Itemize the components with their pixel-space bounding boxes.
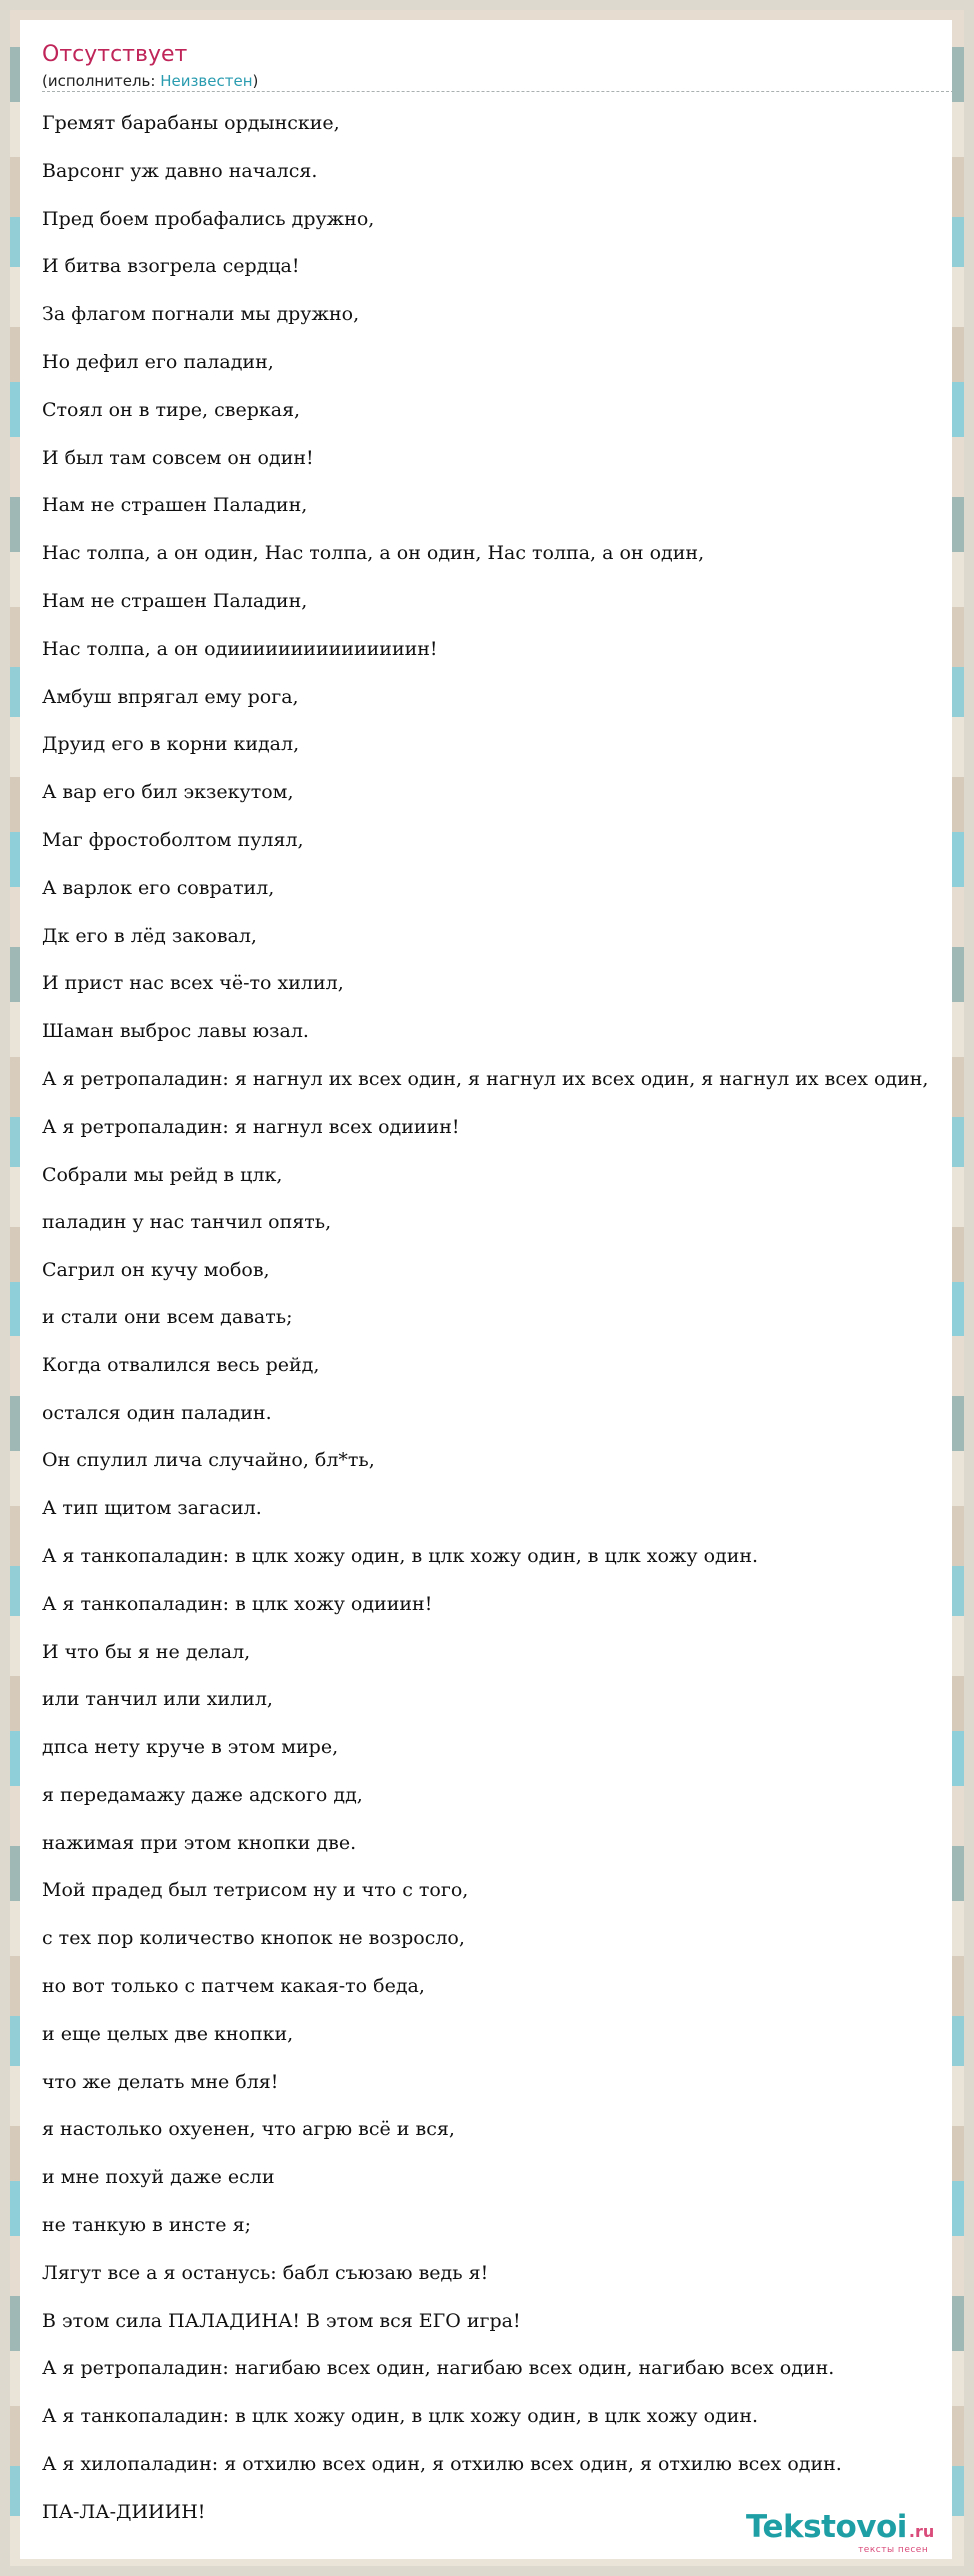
lyric-line: А варлок его совратил, [42,876,275,899]
lyric-line: Шаман выброс лавы юзал. [42,1020,309,1043]
lyric-line: А я танкопаладин: в цлк хожу одииин! [42,1592,433,1615]
logo-wordmark: Tekstovoi [746,2509,907,2545]
lyric-line: я настолько охуенен, что агрю всё и вся, [42,2118,455,2141]
lyric-line: Сагрил он кучу мобов, [42,1259,270,1282]
lyric-line: И был там совсем он один! [42,446,314,469]
lyric-line: нажимая при этом кнопки две. [42,1831,357,1854]
lyric-line: Мой прадед был тетрисом ну и что с того, [42,1879,469,1902]
lyric-line: дпса нету круче в этом мире, [42,1736,339,1759]
lyric-line: В этом сила ПАЛАДИНА! В этом вся ЕГО игра! [42,2309,521,2332]
lyric-line: Он спулил лича случайно, бл*ть, [42,1449,375,1472]
lyric-line: Дк его в лёд заковал, [42,924,257,947]
artist-prefix: (исполнитель: [42,72,161,90]
lyric-line: Собрали мы рейд в цлк, [42,1163,283,1186]
lyric-line: Когда отвалился весь рейд, [42,1353,320,1376]
lyric-line: Лягут все а я останусь: бабл съюзаю ведь я! [42,2261,489,2284]
lyric-line: и мне похуй даже если [42,2166,275,2189]
lyric-line: И битва взогрела сердца! [42,255,300,278]
lyric-line: А я хилопаладин: я отхилю всех один, я отхилю всех один, я отхилю всех один. [42,2453,842,2476]
lyric-line: А я танкопаладин: в цлк хожу один, в цлк хожу один, в цлк хожу один. [42,2405,759,2428]
lyric-line: остался один паладин. [42,1401,272,1424]
logo-tld: .ru [908,2522,935,2541]
lyric-line: И прист нас всех чё-то хилил, [42,972,344,995]
lyric-line: Гремят барабаны ордынские, [42,112,340,134]
lyric-line: Маг фростоболтом пулял, [42,828,304,851]
song-title: Отсутствует [42,42,188,67]
lyric-line: или танчил или хилил, [42,1688,273,1711]
lyric-line: А тип щитом загасил. [42,1497,262,1520]
lyric-line: с тех пор количество кнопок не возросло, [42,1927,465,1950]
lyric-line: ПА-ЛА-ДИИИН! [42,2500,206,2523]
lyric-line: я передамажу даже адского дд, [42,1783,363,1806]
lyric-line: А вар его бил экзекутом, [42,781,294,804]
lyric-line: паладин у нас танчил опять, [42,1211,332,1234]
header-divider [42,91,952,92]
lyric-line: Нам не страшен Паладин, [42,589,308,612]
lyric-line: Но дефил его паладин, [42,350,274,373]
lyrics-text [42,100,952,2537]
artist-suffix: ) [252,72,259,90]
lyric-line: не танкую в инсте я; [42,2214,251,2237]
lyric-line: И что бы я не делал, [42,1640,251,1663]
lyric-line: А я ретропаладин: я нагнул всех одииин! [42,1115,460,1138]
lyric-line: и еще целых две кнопки, [42,2022,294,2045]
lyric-line: Нам не страшен Паладин, [42,494,308,517]
lyrics-card [20,20,952,2559]
lyric-line: А я ретропаладин: я нагнул их всех один, я нагнул их всех один, я нагнул их всех один, [42,1067,929,1090]
site-logo[interactable] [742,2509,938,2555]
lyric-line: и стали они всем давать; [42,1305,293,1328]
logo-tagline: тексты песен [858,2545,929,2555]
lyric-line: но вот только с патчем какая-то беда, [42,1975,425,1998]
lyric-line: Стоял он в тире, сверкая, [42,398,301,421]
lyric-line: А я танкопаладин: в цлк хожу один, в цлк хожу один, в цлк хожу один. [42,1544,759,1567]
lyric-line: Варсонг уж давно начался. [42,159,318,182]
lyric-line: Нас толпа, а он одииииииииииииииин! [42,637,438,660]
lyric-line: Друид его в корни кидал, [42,733,300,756]
lyric-line: За флагом погнали мы дружно, [42,303,360,326]
lyric-line: Пред боем пробафались дружно, [42,207,375,230]
lyric-line: что же делать мне бля! [42,2070,279,2093]
lyric-line: Нас толпа, а он один, Нас толпа, а он один, Нас толпа, а он один, [42,542,705,565]
lyric-line: Амбуш впрягал ему рога, [42,685,299,708]
artist-line [42,72,258,90]
lyric-line: А я ретропаладин: нагибаю всех один, нагибаю всех один, нагибаю всех один. [42,2357,835,2380]
artist-link[interactable]: Неизвестен [160,72,253,90]
